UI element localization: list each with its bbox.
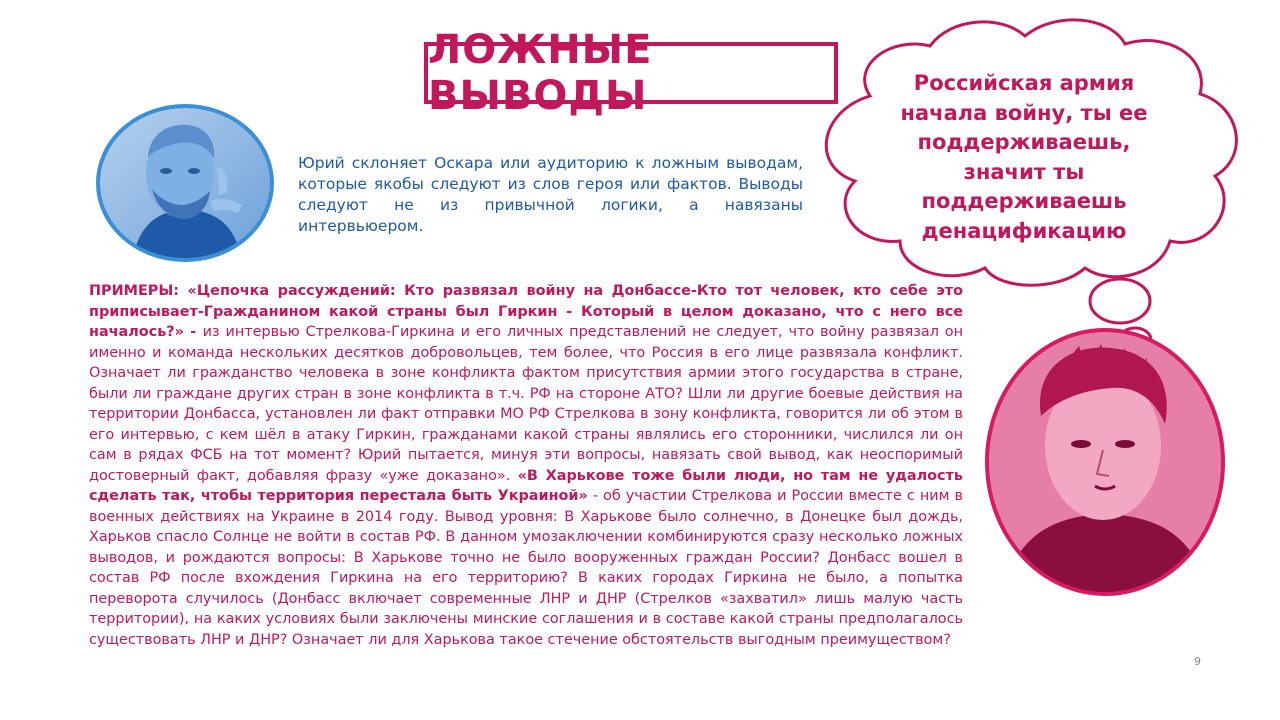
interviewer-portrait: [92, 101, 278, 265]
thought-bubble-text: Российская армия начала войну, ты ее поддерживаешь, значит ты поддерживаешь денацификацию: [900, 71, 1148, 243]
slide-title-box: [424, 27, 838, 119]
intro-paragraph: Юрий склоняет Оскара или аудиторию к ложным выводам, которые якобы следуют из слов героя или фактов. Выводы следуют не из привычной логики, а навязаны интервьюером.: [298, 154, 803, 235]
page-number: 9: [1194, 655, 1201, 668]
guest-portrait: [983, 326, 1228, 598]
examples-paragraph: [89, 281, 963, 650]
example-text-2: - об участии Стрелкова и России вместе с ним в военных действиях на Украине в 2014 году. Вывод уровня: В Харькове было солнечно, в Донецке был дождь, Харьков спасло Солнце не войти в состав РФ. В данном умозаключении комбинируются сразу несколько ложных выводов, и рождаются вопросы: В Харькове точно не было вооруженных граждан России? Донбасс вошел в состав РФ после вхождения Гиркина на его территорию? В каких городах Гиркина не было, а попытка переворота случилось (Донбасс включает современные ЛНР и ДНР (Стрелков «захватил» лишь малую часть территории), на каких условиях были заключены минские соглашения и в составе какой страны предполагалось существовать ЛНР и ДНР? Означает ли для Харькова такое стечение обстоятельств выгодным преимуществом?: [89, 488, 963, 648]
example-quote-2: «В Харькове тоже были люди, но там не удалость сделать так, чтобы территория перестала быть Украиной»: [89, 467, 963, 504]
slide-title: ЛОЖНЫЕ ВЫВОДЫ: [428, 27, 653, 119]
example-text-1: из интервью Стрелкова-Гиркина и его личных представлений не следует, что войну развязал он именно и команда нескольких десятков добровольцев, тем более, что Россия в его лице развязала конфликт. Означает ли гражданство человека в зоне конфликта фактом присутствия армии этого государства в стране, были ли граждане других стран в зоне конфликта в т.ч. РФ на стороне АТО? Шли ли другие боевые действия на территории Донбасса, установлен ли факт отправки МО РФ Стрелкова в зону конфликта, говорится ли об этом в его интервью, с кем шёл в атаку Гиркин, гражданами какой страны являлись его сторонники, числился ли он сам в рядах ФСБ на тот момент? Юрий пытается, минуя эти вопросы, навязать свой вывод, как неоспоримый достоверный факт, добавляя фразу «уже доказано».: [89, 324, 963, 484]
examples-label: ПРИМЕРЫ:: [89, 283, 188, 299]
example-quote-1: «Цепочка рассуждений: Кто развязал войну на Донбассе-Кто тот человек, кто себе это приписывает-Гражданином какой страны был Гиркин - Который в целом доказано, что с него все началось?» -: [89, 283, 964, 340]
